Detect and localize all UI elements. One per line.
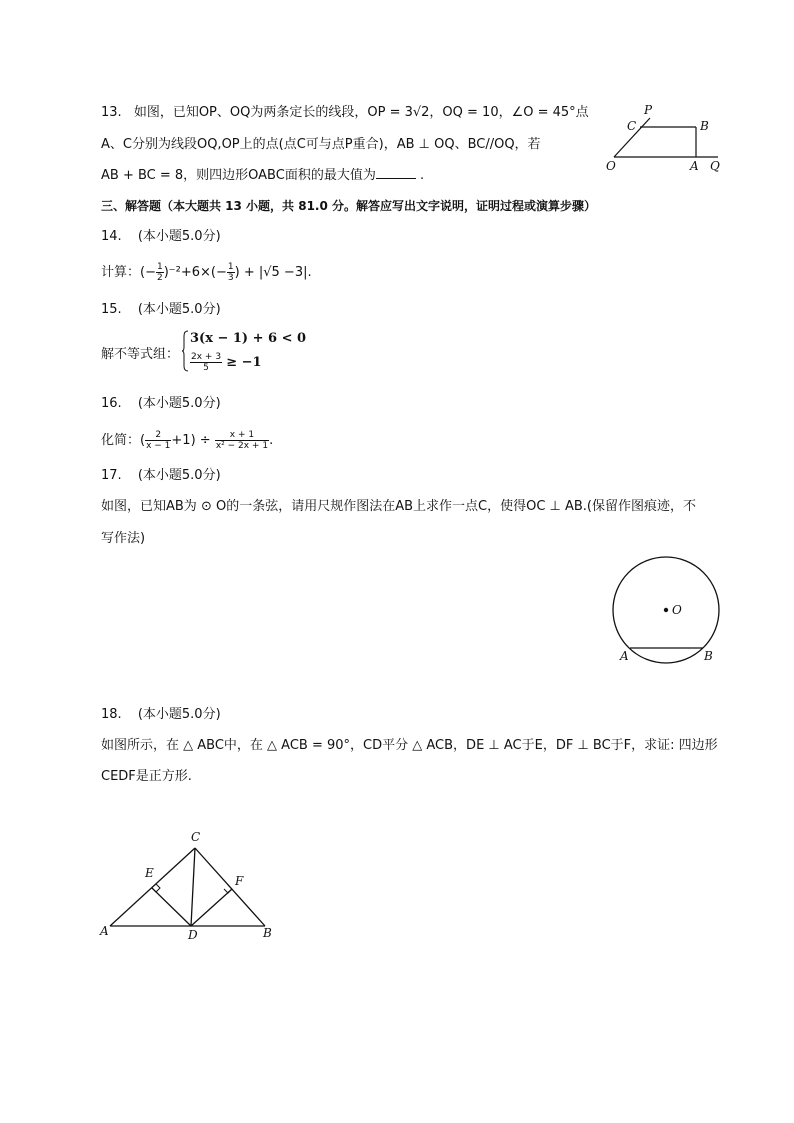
label-e: E: [145, 866, 154, 880]
q14-frac2-num: 1: [227, 262, 234, 272]
q16-frac2-num: x + 1: [215, 430, 269, 441]
q16-number: 16.: [101, 396, 122, 411]
q18-header: [101, 706, 221, 724]
q13-text-line1: 如图，已知OP、OQ为两条定长的线段，OP = 3√2，OQ = 10，∠O = 45°点: [133, 105, 589, 120]
label-f: F: [235, 874, 244, 888]
q14-exp: )⁻²: [163, 265, 181, 280]
q16-tail: .: [269, 433, 274, 448]
label-b: B: [700, 119, 709, 133]
q15-frac-num: 2x + 3: [191, 352, 222, 362]
section3-heading: 三、解答题（本大题共 13 小题，共 81.0 分。解答应写出文字说明，证明过程或演算步骤）: [101, 199, 597, 213]
q16-frac1-num: 2: [145, 430, 171, 441]
label-d: D: [188, 928, 198, 942]
label-a: A: [100, 924, 109, 938]
q16-frac1: [145, 430, 171, 451]
q13-line2: [101, 136, 541, 154]
q14-frac1: [156, 262, 164, 283]
segment-df: [191, 889, 232, 926]
label-q: Q: [710, 159, 720, 173]
q14-header: [101, 228, 221, 246]
q14-frac1-den: 2: [156, 273, 163, 283]
q16-frac2-den: x² − 2x + 1: [215, 441, 269, 451]
q15-brace: [182, 330, 190, 372]
answer-blank: [376, 166, 416, 179]
q14-prefix: 计算：: [101, 265, 141, 280]
q17-figure: [600, 548, 730, 668]
q15-number: 15.: [101, 302, 122, 317]
q18-figure: [95, 825, 285, 945]
q16-frac2: [215, 430, 269, 451]
q14-number: 14.: [101, 229, 122, 244]
q13-text-line3: AB + BC = 8，则四边形OABC面积的最大值为: [101, 168, 376, 183]
q15-header: [101, 301, 221, 319]
q13-number: 13.: [101, 105, 122, 120]
q16-score: (本小题5.0分): [137, 396, 221, 411]
label-o: O: [672, 603, 682, 617]
label-a: A: [690, 159, 699, 173]
q17-line1: 如图，已知AB为 ⊙ O的一条弦，请用尺规作图法在AB上求作一点C，使得OC ⊥ AB.(保留作图痕迹，不: [101, 499, 697, 514]
q13-line3: [101, 166, 424, 185]
q15-frac: [190, 352, 222, 373]
label-p: P: [644, 103, 653, 117]
q14-open: (−: [140, 265, 156, 280]
q18-score: (本小题5.0分): [137, 707, 221, 722]
q15-score: (本小题5.0分): [137, 302, 221, 317]
q13-line1: [101, 104, 589, 122]
q14-expression: [101, 262, 312, 283]
q18-line2: CEDF是正方形.: [101, 769, 192, 784]
label-a: A: [620, 649, 629, 663]
label-o: O: [606, 159, 616, 173]
segment-de: [152, 888, 191, 926]
label-b: B: [704, 649, 713, 663]
q13-figure: [600, 100, 730, 180]
q16-expression: [101, 430, 273, 451]
q14-frac2-den: 3: [227, 273, 234, 283]
q18-number: 18.: [101, 707, 122, 722]
q14-tail: ) + |√5 −3|.: [234, 265, 312, 280]
q14-score: (本小题5.0分): [137, 229, 221, 244]
q14-frac1-num: 1: [156, 262, 163, 272]
q15-ineq2: [190, 352, 262, 373]
side-ac: [110, 848, 195, 926]
q17-header: [101, 467, 221, 485]
q13-text-line2: A、C分别为线段OQ,OP上的点(点C可与点P重合)，AB ⊥ OQ、BC//OQ，若: [101, 137, 541, 152]
right-angle-e: [152, 884, 160, 892]
q17-line2: 写作法): [101, 531, 146, 546]
q17-number: 17.: [101, 468, 122, 483]
q13-period: .: [419, 168, 425, 183]
q18-line1: 如图所示，在 △ ABC中，在 △ ACB = 90°，CD平分 △ ACB，DE ⊥ AC于E，DF ⊥ BC于F，求证: 四边形: [101, 738, 718, 753]
q15-ineq2-tail: ≥ −1: [226, 355, 262, 370]
q15-prefix: 解不等式组：: [101, 347, 180, 362]
center-dot: [664, 608, 668, 612]
q15-ineq1: 3(x − 1) + 6 < 0: [190, 331, 307, 346]
q14-frac2: [227, 262, 235, 283]
q16-mid: +1) ÷: [171, 433, 211, 448]
q16-prefix: 化简：(: [101, 433, 146, 448]
q14-mid: +6×(−: [180, 265, 227, 280]
q15-frac-den: 5: [203, 363, 209, 373]
q17-score: (本小题5.0分): [137, 468, 221, 483]
label-b: B: [263, 926, 272, 940]
segment-cd: [191, 848, 195, 926]
label-c: C: [627, 119, 637, 133]
label-c: C: [191, 830, 201, 844]
q16-header: [101, 395, 221, 413]
q16-frac1-den: x − 1: [146, 441, 171, 451]
